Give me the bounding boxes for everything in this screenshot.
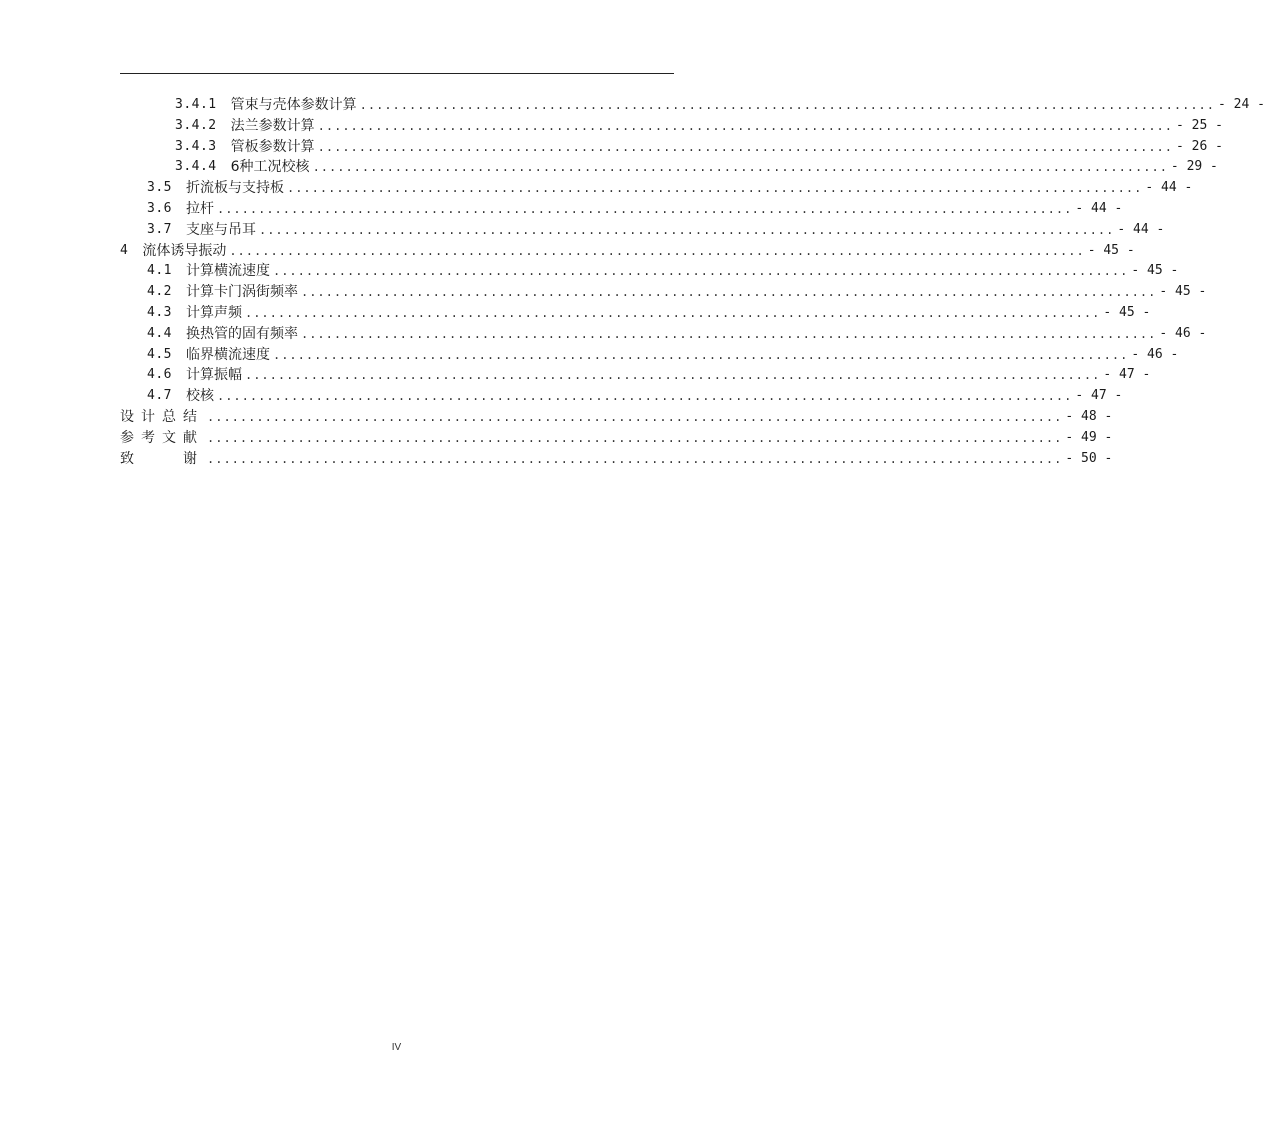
header-rule (120, 73, 674, 74)
toc-entry[interactable] (120, 116, 1223, 137)
toc-entry-number: 3.5 (147, 180, 172, 196)
toc-entry-title: 换热管的固有频率 (185, 325, 298, 342)
toc-leader-dots: ........................................................................................................ (207, 451, 1063, 466)
toc-entry-page: - 44 - (1145, 180, 1193, 196)
toc-entry-title: 法兰参数计算 (230, 117, 315, 134)
toc-entry-title: 临界横流速度 (185, 346, 270, 363)
toc-entry[interactable] (120, 199, 1123, 220)
toc-entry-page: - 26 - (1176, 138, 1223, 154)
toc-entry[interactable] (120, 428, 1113, 449)
toc-entry[interactable] (120, 365, 1151, 386)
toc-entry-title: 计算振幅 (185, 367, 242, 384)
toc-entry-number: 3.4.1 (175, 97, 217, 112)
toc-entry-title: 致 谢 (120, 450, 204, 467)
toc-entry[interactable] (120, 386, 1123, 407)
toc-entry-page: - 45 - (1131, 263, 1179, 279)
toc-entry-page: - 48 - (1065, 408, 1113, 424)
toc-entry-number: 4 (120, 242, 129, 258)
toc-entry[interactable] (120, 324, 1207, 345)
toc-entry-number: 3.6 (147, 200, 172, 216)
toc-entry-title: 设计总结 (120, 408, 204, 425)
toc-leader-dots: ........................................................................................................ (244, 368, 1101, 383)
toc-entry-title: 计算卡门涡街频率 (185, 284, 298, 301)
toc-entry[interactable] (120, 95, 1265, 116)
toc-entry-number: 4.6 (147, 367, 172, 383)
toc-entry[interactable] (120, 241, 1135, 262)
toc-entry-page: - 47 - (1103, 367, 1151, 383)
toc-entry-number: 4.2 (147, 284, 172, 300)
page-number: IV (391, 1042, 402, 1053)
toc-leader-dots: ........................................................................................................ (317, 139, 1173, 154)
toc-entry-title: 校核 (185, 388, 214, 405)
toc-leader-dots: ........................................................................................................ (286, 181, 1143, 196)
toc-entry-title: 6种工况校核 (230, 159, 310, 176)
toc-entry-number: 4.7 (147, 388, 172, 404)
toc-leader-dots: ........................................................................................................ (258, 222, 1115, 237)
toc-entry-number: 4.4 (147, 325, 172, 341)
toc-entry-title: 折流板与支持板 (185, 180, 284, 197)
toc-entry-page: - 45 - (1087, 242, 1135, 258)
toc-entry-number: 3.4.3 (175, 138, 217, 154)
table-of-contents (120, 95, 1265, 469)
toc-entry-number: 3.4.2 (175, 117, 217, 133)
toc-entry[interactable] (120, 220, 1165, 241)
toc-leader-dots: ........................................................................................................ (229, 243, 1085, 258)
toc-entry-page: - 44 - (1117, 221, 1165, 237)
toc-entry-title: 支座与吊耳 (185, 221, 256, 238)
toc-entry-number: 3.4.4 (175, 159, 217, 175)
toc-leader-dots: ........................................................................................................ (317, 118, 1173, 133)
toc-entry-title: 拉杆 (185, 200, 214, 217)
toc-entry-number: 4.3 (147, 304, 172, 320)
toc-leader-dots: ........................................................................................................ (312, 160, 1168, 175)
toc-entry-title: 管板参数计算 (230, 138, 315, 155)
toc-leader-dots: ........................................................................................................ (272, 264, 1129, 279)
toc-entry[interactable] (120, 303, 1151, 324)
toc-entry-page: - 46 - (1159, 325, 1207, 341)
toc-leader-dots: ........................................................................................................ (216, 201, 1073, 216)
toc-entry[interactable] (120, 282, 1207, 303)
toc-entry-page: - 45 - (1159, 284, 1207, 300)
toc-entry-title: 流体诱导振动 (142, 242, 227, 259)
toc-leader-dots: ........................................................................................................ (244, 305, 1101, 320)
toc-entry-title: 参考文献 (120, 429, 204, 446)
toc-leader-dots: ........................................................................................................ (216, 389, 1073, 404)
toc-entry-page: - 47 - (1075, 388, 1123, 404)
toc-entry-page: - 46 - (1131, 346, 1179, 362)
toc-entry-number: 4.1 (147, 263, 172, 279)
toc-entry[interactable] (120, 345, 1179, 366)
toc-entry[interactable] (120, 137, 1223, 158)
toc-entry-title: 计算声频 (185, 304, 242, 321)
toc-entry-page: - 44 - (1075, 200, 1123, 216)
toc-entry-page: - 29 - (1170, 159, 1218, 175)
toc-leader-dots: ........................................................................................................ (359, 98, 1215, 112)
toc-entry-title: 管束与壳体参数计算 (230, 97, 357, 113)
toc-entry-page: - 49 - (1065, 429, 1113, 445)
toc-entry-page: - 50 - (1065, 450, 1113, 466)
toc-entry-number: 4.5 (147, 346, 172, 362)
toc-leader-dots: ........................................................................................................ (207, 409, 1063, 424)
toc-leader-dots: ........................................................................................................ (207, 430, 1063, 445)
toc-entry[interactable] (120, 261, 1179, 282)
toc-entry-page: - 24 - (1218, 97, 1265, 112)
toc-entry[interactable] (120, 178, 1193, 199)
toc-entry[interactable] (120, 407, 1113, 428)
toc-entry-title: 计算横流速度 (185, 263, 270, 280)
toc-leader-dots: ........................................................................................................ (300, 326, 1157, 341)
toc-entry[interactable] (120, 157, 1218, 178)
toc-leader-dots: ........................................................................................................ (300, 285, 1157, 300)
toc-entry-number: 3.7 (147, 221, 172, 237)
toc-entry[interactable] (120, 449, 1113, 470)
toc-entry-page: - 45 - (1103, 304, 1151, 320)
toc-entry-page: - 25 - (1176, 117, 1223, 133)
toc-leader-dots: ........................................................................................................ (272, 347, 1129, 362)
